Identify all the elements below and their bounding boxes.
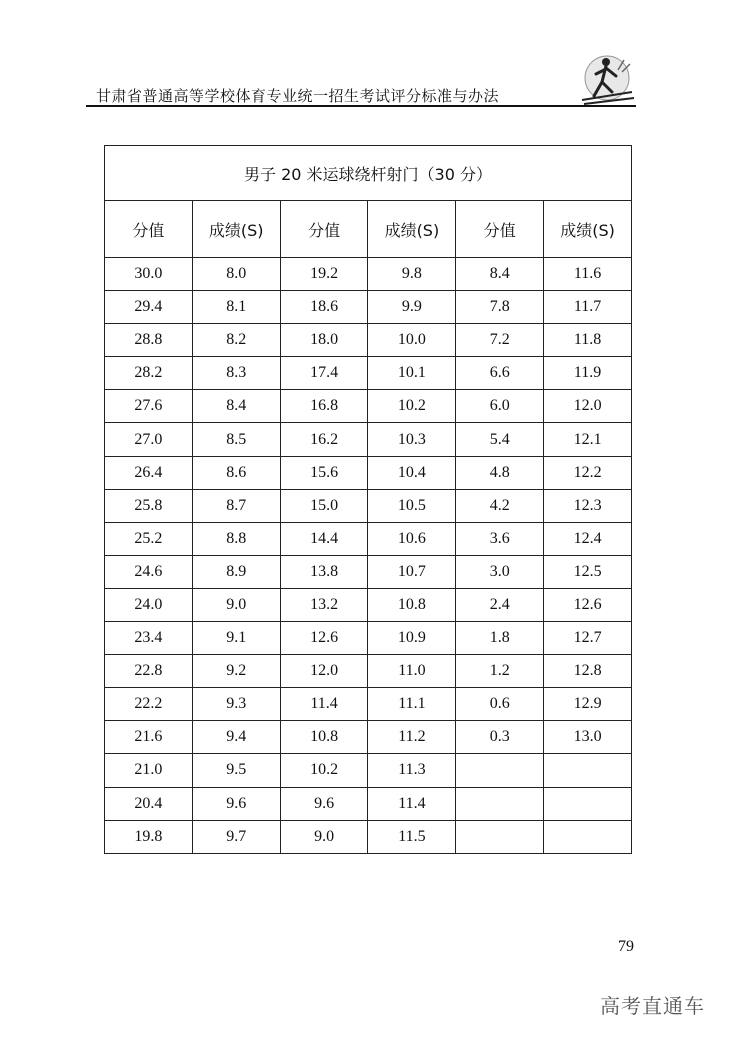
table-row [105, 588, 632, 621]
table-cell: 7.2 [456, 324, 544, 357]
table-cell: 9.0 [192, 588, 280, 621]
table-cell: 8.0 [192, 258, 280, 291]
table-cell: 10.8 [368, 588, 456, 621]
table-cell [544, 787, 632, 820]
table-cell: 4.2 [456, 489, 544, 522]
table-cell: 11.5 [368, 820, 456, 853]
skier-icon [576, 52, 638, 108]
table-cell: 23.4 [105, 622, 193, 655]
table-row [105, 357, 632, 390]
table-cell: 8.4 [456, 258, 544, 291]
table-cell: 10.7 [368, 555, 456, 588]
table-cell: 8.6 [192, 456, 280, 489]
table-cell: 8.7 [192, 489, 280, 522]
table-cell: 26.4 [105, 456, 193, 489]
table-header-row [105, 201, 632, 258]
table-cell: 22.8 [105, 655, 193, 688]
table-cell: 12.6 [544, 588, 632, 621]
watermark: 高考直通车 [600, 994, 705, 1018]
table-cell: 10.5 [368, 489, 456, 522]
table-cell: 9.1 [192, 622, 280, 655]
table-cell: 13.2 [280, 588, 368, 621]
table-cell: 0.6 [456, 688, 544, 721]
table-cell: 14.4 [280, 522, 368, 555]
table-cell: 10.4 [368, 456, 456, 489]
table-cell: 12.2 [544, 456, 632, 489]
table-cell: 4.8 [456, 456, 544, 489]
table-row [105, 820, 632, 853]
table-cell: 8.2 [192, 324, 280, 357]
table-cell: 19.2 [280, 258, 368, 291]
table-cell: 7.8 [456, 291, 544, 324]
page-number: 79 [618, 938, 634, 955]
table-cell [456, 820, 544, 853]
table-cell: 12.8 [544, 655, 632, 688]
table-cell: 12.9 [544, 688, 632, 721]
table-row [105, 324, 632, 357]
table-cell: 3.6 [456, 522, 544, 555]
table-cell: 27.0 [105, 423, 193, 456]
table-cell [456, 787, 544, 820]
table-cell: 10.2 [280, 754, 368, 787]
column-header: 分值 [280, 201, 368, 258]
table-cell: 11.9 [544, 357, 632, 390]
table-cell: 18.6 [280, 291, 368, 324]
table-cell: 21.6 [105, 721, 193, 754]
table-cell: 9.5 [192, 754, 280, 787]
table-cell: 17.4 [280, 357, 368, 390]
table-cell: 12.5 [544, 555, 632, 588]
column-header: 分值 [105, 201, 193, 258]
table-cell: 11.7 [544, 291, 632, 324]
table-cell: 1.8 [456, 622, 544, 655]
table-cell: 9.2 [192, 655, 280, 688]
table-cell: 13.8 [280, 555, 368, 588]
table-cell: 3.0 [456, 555, 544, 588]
table-cell: 8.1 [192, 291, 280, 324]
table-cell: 9.8 [368, 258, 456, 291]
table-cell: 9.4 [192, 721, 280, 754]
table-cell: 8.9 [192, 555, 280, 588]
table-cell: 11.6 [544, 258, 632, 291]
table-cell: 10.6 [368, 522, 456, 555]
table-cell: 10.0 [368, 324, 456, 357]
table-cell: 16.2 [280, 423, 368, 456]
table-cell: 9.3 [192, 688, 280, 721]
table-row [105, 721, 632, 754]
column-header: 成绩(S) [544, 201, 632, 258]
table-cell: 12.6 [280, 622, 368, 655]
table-cell: 15.6 [280, 456, 368, 489]
table-cell: 25.8 [105, 489, 193, 522]
column-header: 成绩(S) [192, 201, 280, 258]
table-body [105, 258, 632, 854]
table-row [105, 555, 632, 588]
table-row [105, 655, 632, 688]
table-cell: 11.8 [544, 324, 632, 357]
table-cell: 11.4 [368, 787, 456, 820]
table-cell: 11.4 [280, 688, 368, 721]
table-row [105, 390, 632, 423]
table-cell: 15.0 [280, 489, 368, 522]
table-cell: 8.4 [192, 390, 280, 423]
table-cell [544, 754, 632, 787]
table-cell: 11.1 [368, 688, 456, 721]
score-table [104, 145, 632, 854]
table-row [105, 489, 632, 522]
table-cell: 2.4 [456, 588, 544, 621]
table-cell: 1.2 [456, 655, 544, 688]
table-cell: 22.2 [105, 688, 193, 721]
table-cell: 30.0 [105, 258, 193, 291]
column-header: 分值 [456, 201, 544, 258]
table-cell: 24.6 [105, 555, 193, 588]
table-cell: 9.0 [280, 820, 368, 853]
table-row [105, 622, 632, 655]
table-cell: 8.5 [192, 423, 280, 456]
table-cell: 24.0 [105, 588, 193, 621]
table-cell [456, 754, 544, 787]
table-row [105, 787, 632, 820]
table-cell: 13.0 [544, 721, 632, 754]
table-row [105, 423, 632, 456]
table-cell: 28.8 [105, 324, 193, 357]
table-cell: 19.8 [105, 820, 193, 853]
table-cell: 10.1 [368, 357, 456, 390]
table-row [105, 456, 632, 489]
table-cell: 12.0 [544, 390, 632, 423]
table-cell: 9.7 [192, 820, 280, 853]
table-cell: 20.4 [105, 787, 193, 820]
table-cell: 5.4 [456, 423, 544, 456]
table-cell: 11.3 [368, 754, 456, 787]
table-cell: 10.8 [280, 721, 368, 754]
table-cell: 6.0 [456, 390, 544, 423]
table-row [105, 754, 632, 787]
table-cell [544, 820, 632, 853]
table-row [105, 522, 632, 555]
table-cell: 9.6 [192, 787, 280, 820]
table-cell: 25.2 [105, 522, 193, 555]
table-cell: 12.1 [544, 423, 632, 456]
table-cell: 12.3 [544, 489, 632, 522]
table-cell: 0.3 [456, 721, 544, 754]
table-cell: 21.0 [105, 754, 193, 787]
table-cell: 10.3 [368, 423, 456, 456]
table-cell: 11.2 [368, 721, 456, 754]
table-cell: 16.8 [280, 390, 368, 423]
table-cell: 8.8 [192, 522, 280, 555]
table-cell: 12.4 [544, 522, 632, 555]
table-cell: 6.6 [456, 357, 544, 390]
table-cell: 11.0 [368, 655, 456, 688]
table-cell: 12.7 [544, 622, 632, 655]
table-cell: 27.6 [105, 390, 193, 423]
header-title: 甘肃省普通高等学校体育专业统一招生考试评分标准与办法 [96, 87, 500, 105]
table-row [105, 688, 632, 721]
table-cell: 8.3 [192, 357, 280, 390]
table-title: 男子 20 米运球绕杆射门（30 分） [105, 146, 632, 201]
header-divider [86, 105, 636, 107]
table-cell: 18.0 [280, 324, 368, 357]
table-cell: 9.6 [280, 787, 368, 820]
table-cell: 10.2 [368, 390, 456, 423]
table-row [105, 258, 632, 291]
table-row [105, 291, 632, 324]
table-cell: 29.4 [105, 291, 193, 324]
table-cell: 28.2 [105, 357, 193, 390]
table-cell: 12.0 [280, 655, 368, 688]
table-cell: 9.9 [368, 291, 456, 324]
table-cell: 10.9 [368, 622, 456, 655]
column-header: 成绩(S) [368, 201, 456, 258]
